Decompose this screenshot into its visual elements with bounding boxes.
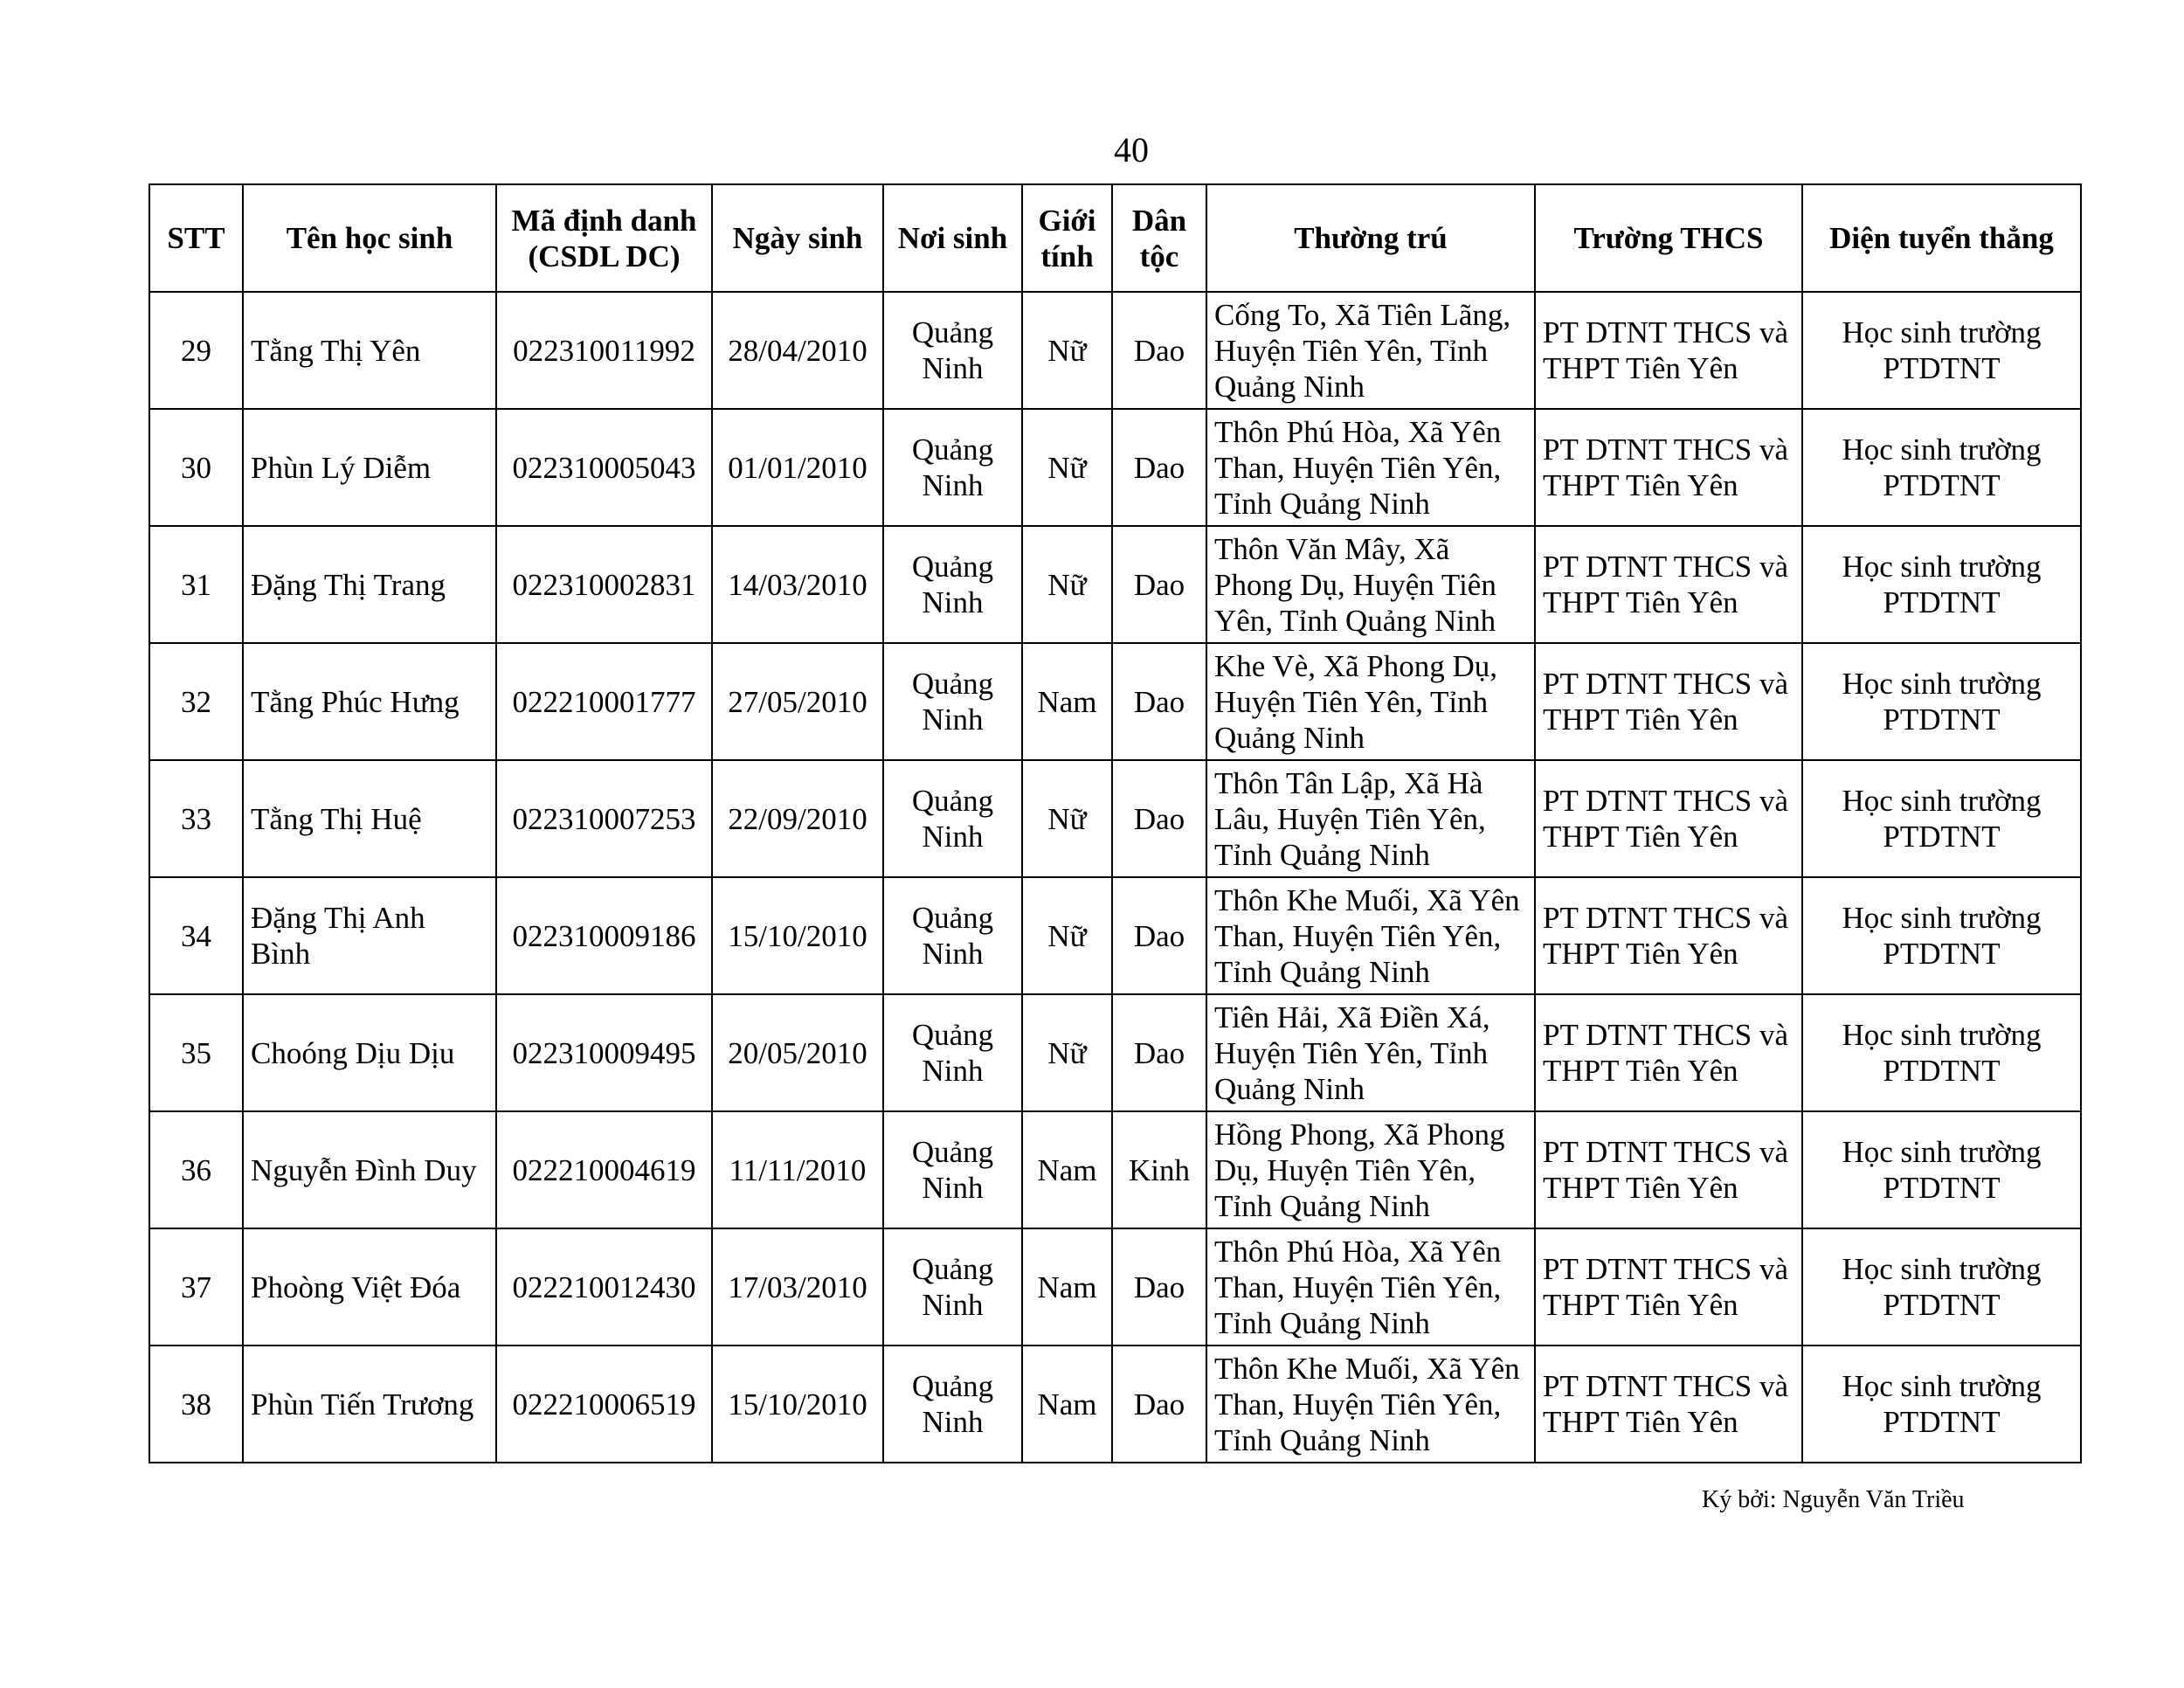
cell-dob: 27/05/2010 [712,643,883,760]
cell-ethnicity: Dao [1112,292,1206,409]
cell-birthplace: Quảng Ninh [883,877,1022,994]
cell-birthplace: Quảng Ninh [883,292,1022,409]
table-row [149,409,2081,526]
cell-category: Học sinh trường PTDTNT [1802,409,2081,526]
header-id: Mã định danh (CSDL DC) [496,184,712,292]
cell-dob: 15/10/2010 [712,1346,883,1463]
cell-stt: 38 [149,1346,243,1463]
cell-id: 022310007253 [496,760,712,877]
cell-ethnicity: Dao [1112,760,1206,877]
cell-birthplace: Quảng Ninh [883,1346,1022,1463]
header-school: Trường THCS [1535,184,1802,292]
cell-gender: Nam [1022,1111,1112,1228]
header-name: Tên học sinh [243,184,496,292]
cell-stt: 29 [149,292,243,409]
table-row [149,877,2081,994]
cell-birthplace: Quảng Ninh [883,994,1022,1111]
cell-residence: Tiên Hải, Xã Điền Xá, Huyện Tiên Yên, Tỉnh Quảng Ninh [1206,994,1535,1111]
cell-name: Phùn Lý Diễm [243,409,496,526]
cell-dob: 14/03/2010 [712,526,883,643]
table-row [149,994,2081,1111]
header-dob: Ngày sinh [712,184,883,292]
table-row [149,526,2081,643]
cell-birthplace: Quảng Ninh [883,409,1022,526]
cell-name: Đặng Thị Anh Bình [243,877,496,994]
cell-gender: Nữ [1022,292,1112,409]
table-row [149,1346,2081,1463]
cell-gender: Nam [1022,1346,1112,1463]
cell-name: Tằng Phúc Hưng [243,643,496,760]
cell-stt: 34 [149,877,243,994]
cell-id: 022210006519 [496,1346,712,1463]
cell-id: 022310009495 [496,994,712,1111]
cell-id: 022310011992 [496,292,712,409]
cell-dob: 28/04/2010 [712,292,883,409]
cell-name: Nguyễn Đình Duy [243,1111,496,1228]
cell-category: Học sinh trường PTDTNT [1802,994,2081,1111]
header-ethnicity: Dân tộc [1112,184,1206,292]
page-number: 40 [1114,130,1149,169]
cell-school: PT DTNT THCS và THPT Tiên Yên [1535,877,1802,994]
cell-residence: Thôn Phú Hòa, Xã Yên Than, Huyện Tiên Yên, Tỉnh Quảng Ninh [1206,409,1535,526]
cell-birthplace: Quảng Ninh [883,643,1022,760]
cell-residence: Cống To, Xã Tiên Lãng, Huyện Tiên Yên, Tỉnh Quảng Ninh [1206,292,1535,409]
cell-ethnicity: Dao [1112,877,1206,994]
cell-birthplace: Quảng Ninh [883,526,1022,643]
table-row [149,292,2081,409]
cell-stt: 30 [149,409,243,526]
cell-id: 022210001777 [496,643,712,760]
cell-name: Choóng Dịu Dịu [243,994,496,1111]
cell-residence: Thôn Khe Muối, Xã Yên Than, Huyện Tiên Yên, Tỉnh Quảng Ninh [1206,877,1535,994]
cell-id: 022310009186 [496,877,712,994]
cell-category: Học sinh trường PTDTNT [1802,643,2081,760]
cell-gender: Nam [1022,1228,1112,1346]
cell-dob: 11/11/2010 [712,1111,883,1228]
cell-ethnicity: Dao [1112,994,1206,1111]
cell-dob: 20/05/2010 [712,994,883,1111]
cell-dob: 22/09/2010 [712,760,883,877]
cell-residence: Thôn Văn Mây, Xã Phong Dụ, Huyện Tiên Yên, Tỉnh Quảng Ninh [1206,526,1535,643]
cell-category: Học sinh trường PTDTNT [1802,1346,2081,1463]
table-row [149,1228,2081,1346]
cell-category: Học sinh trường PTDTNT [1802,877,2081,994]
cell-ethnicity: Kinh [1112,1111,1206,1228]
table-body [149,292,2081,1463]
cell-stt: 32 [149,643,243,760]
cell-category: Học sinh trường PTDTNT [1802,1228,2081,1346]
cell-stt: 36 [149,1111,243,1228]
cell-gender: Nữ [1022,994,1112,1111]
table-header-row [149,184,2081,292]
cell-gender: Nữ [1022,877,1112,994]
signed-by-note: Ký bởi: Nguyễn Văn Triều [1702,1486,1965,1513]
cell-school: PT DTNT THCS và THPT Tiên Yên [1535,643,1802,760]
cell-school: PT DTNT THCS và THPT Tiên Yên [1535,1346,1802,1463]
cell-residence: Khe Vè, Xã Phong Dụ, Huyện Tiên Yên, Tỉnh Quảng Ninh [1206,643,1535,760]
cell-ethnicity: Dao [1112,1228,1206,1346]
cell-stt: 35 [149,994,243,1111]
cell-school: PT DTNT THCS và THPT Tiên Yên [1535,760,1802,877]
table-row [149,1111,2081,1228]
cell-category: Học sinh trường PTDTNT [1802,526,2081,643]
cell-id: 022310002831 [496,526,712,643]
cell-school: PT DTNT THCS và THPT Tiên Yên [1535,409,1802,526]
cell-residence: Thôn Tân Lập, Xã Hà Lâu, Huyện Tiên Yên, Tỉnh Quảng Ninh [1206,760,1535,877]
student-table [149,183,2082,1463]
cell-stt: 31 [149,526,243,643]
cell-residence: Thôn Phú Hòa, Xã Yên Than, Huyện Tiên Yên, Tỉnh Quảng Ninh [1206,1228,1535,1346]
cell-category: Học sinh trường PTDTNT [1802,1111,2081,1228]
header-birthplace: Nơi sinh [883,184,1022,292]
cell-name: Tằng Thị Huệ [243,760,496,877]
table-row [149,643,2081,760]
cell-name: Tằng Thị Yên [243,292,496,409]
cell-school: PT DTNT THCS và THPT Tiên Yên [1535,1111,1802,1228]
cell-birthplace: Quảng Ninh [883,760,1022,877]
cell-id: 022310005043 [496,409,712,526]
cell-school: PT DTNT THCS và THPT Tiên Yên [1535,994,1802,1111]
cell-school: PT DTNT THCS và THPT Tiên Yên [1535,1228,1802,1346]
cell-name: Đặng Thị Trang [243,526,496,643]
cell-gender: Nữ [1022,760,1112,877]
cell-name: Phoòng Việt Đóa [243,1228,496,1346]
cell-gender: Nữ [1022,409,1112,526]
cell-ethnicity: Dao [1112,1346,1206,1463]
cell-gender: Nam [1022,643,1112,760]
cell-stt: 37 [149,1228,243,1346]
cell-residence: Hồng Phong, Xã Phong Dụ, Huyện Tiên Yên, Tỉnh Quảng Ninh [1206,1111,1535,1228]
cell-ethnicity: Dao [1112,409,1206,526]
cell-category: Học sinh trường PTDTNT [1802,760,2081,877]
cell-id: 022210004619 [496,1111,712,1228]
table-row [149,760,2081,877]
cell-dob: 17/03/2010 [712,1228,883,1346]
header-stt: STT [149,184,243,292]
cell-birthplace: Quảng Ninh [883,1111,1022,1228]
cell-ethnicity: Dao [1112,643,1206,760]
cell-category: Học sinh trường PTDTNT [1802,292,2081,409]
header-residence: Thường trú [1206,184,1535,292]
cell-gender: Nữ [1022,526,1112,643]
cell-stt: 33 [149,760,243,877]
cell-dob: 15/10/2010 [712,877,883,994]
header-gender: Giới tính [1022,184,1112,292]
cell-dob: 01/01/2010 [712,409,883,526]
cell-school: PT DTNT THCS và THPT Tiên Yên [1535,292,1802,409]
cell-residence: Thôn Khe Muối, Xã Yên Than, Huyện Tiên Yên, Tỉnh Quảng Ninh [1206,1346,1535,1463]
cell-school: PT DTNT THCS và THPT Tiên Yên [1535,526,1802,643]
cell-ethnicity: Dao [1112,526,1206,643]
cell-name: Phùn Tiến Trương [243,1346,496,1463]
cell-birthplace: Quảng Ninh [883,1228,1022,1346]
cell-id: 022210012430 [496,1228,712,1346]
header-category: Diện tuyển thẳng [1802,184,2081,292]
